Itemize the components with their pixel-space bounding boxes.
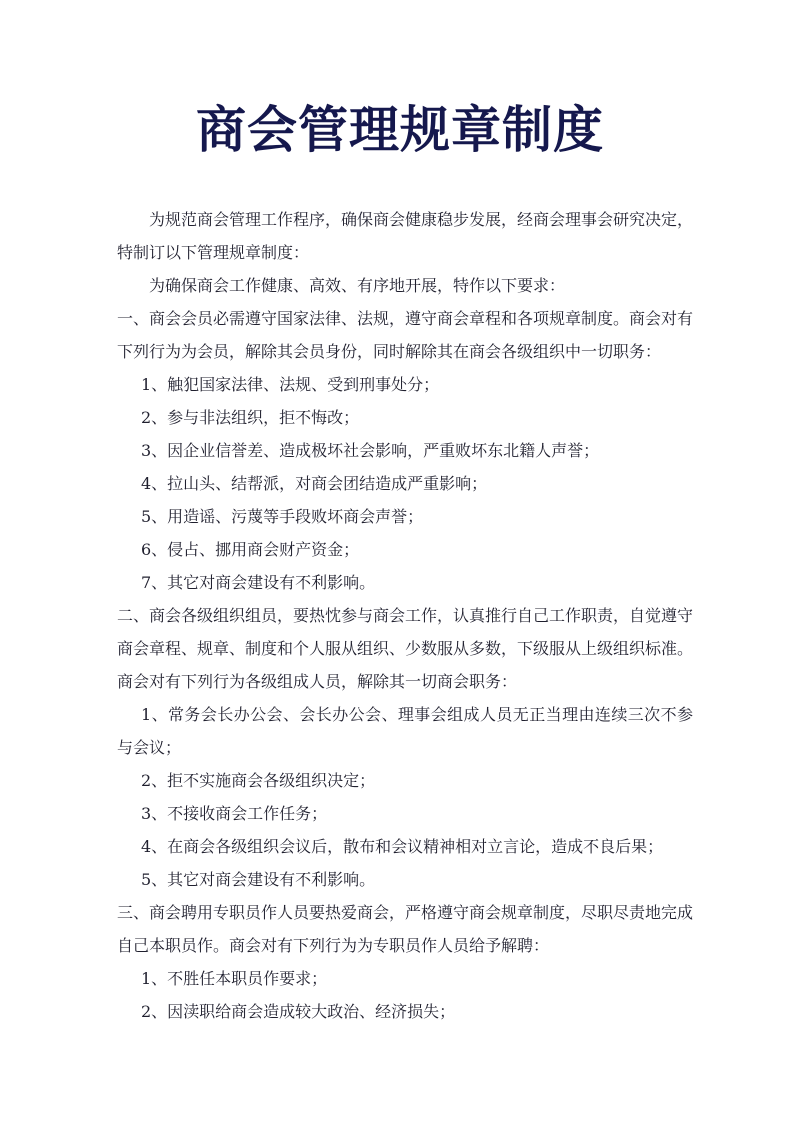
document-title: 商会管理规章制度	[196, 100, 604, 159]
list-item: 3、不接收商会工作任务；	[141, 804, 328, 823]
list-item: 1、触犯国家法律、法规、受到刑事处分；	[141, 375, 440, 394]
list-item: 4、拉山头、结帮派，对商会团结造成严重影响；	[141, 474, 488, 493]
list-item: 6、侵占、挪用商会财产资金；	[141, 540, 360, 559]
list-item: 5、其它对商会建设有不利影响。	[141, 870, 376, 889]
list-item: 1、不胜任本职员作要求；	[141, 969, 328, 988]
list-item: 1、常务会长办公会、会长办公会、理事会组成人员无正当理由连续三次不参与会议；	[117, 705, 693, 757]
paragraph: 为确保商会工作健康、高效、有序地开展，特作以下要求：	[149, 276, 566, 295]
list-item: 5、用造谣、污蔑等手段败坏商会声誉；	[141, 507, 424, 526]
list-item: 2、因渎职给商会造成较大政治、经济损失；	[141, 1002, 456, 1021]
list-item: 2、参与非法组织，拒不悔改；	[141, 408, 360, 427]
list-item: 2、拒不实施商会各级组织决定；	[141, 771, 376, 790]
section-heading-paragraph: 一、商会会员必需遵守国家法律、法规，遵守商会章程和各项规章制度。商会对有下列行为为会员，解除其会员身份，同时解除其在商会各级组织中一切职务：	[117, 309, 694, 361]
section-heading-paragraph: 三、商会聘用专职员作人员要热爱商会，严格遵守商会规章制度，尽职尽责地完成自己本职员作。商会对有下列行为为专职员作人员给予解聘：	[117, 903, 694, 955]
document-body	[117, 203, 693, 1028]
list-item: 3、因企业信誉差、造成极坏社会影响，严重败坏东北籍人声誉；	[141, 441, 600, 460]
paragraph: 为规范商会管理工作程序，确保商会健康稳步发展，经商会理事会研究决定，特制订以下管理规章制度：	[117, 210, 694, 262]
list-item: 4、在商会各级组织会议后，散布和会议精神相对立言论，造成不良后果；	[141, 837, 664, 856]
section-heading-paragraph: 二、商会各级组织组员，要热忱参与商会工作，认真推行自己工作职责，自觉遵守商会章程、规章、制度和个人服从组织、少数服从多数，下级服从上级组织标准。商会对有下列行为各级组成人员，解除其一切商会职务：	[117, 606, 694, 691]
list-item: 7、其它对商会建设有不利影响。	[141, 573, 376, 592]
